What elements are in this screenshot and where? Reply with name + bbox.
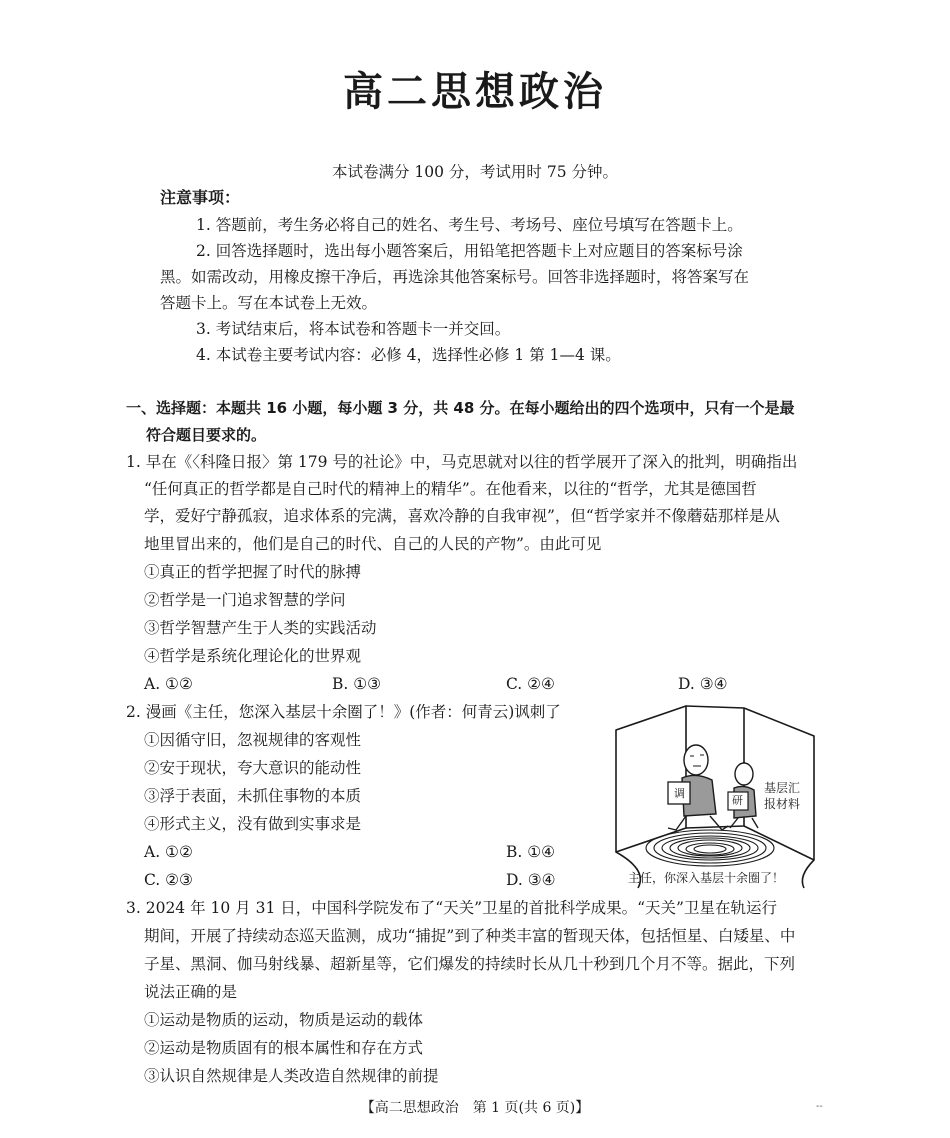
q1-option-a: A. ①② (144, 675, 193, 693)
q2-option-b: B. ①④ (506, 843, 556, 861)
notice-line: 答题卡上。写在本试卷上无效。 (160, 294, 378, 312)
q3-item: ③认识自然规律是人类改造自然规律的前提 (144, 1067, 439, 1085)
page-title: 高二思想政治 (343, 69, 607, 115)
q2-option-a: A. ①② (144, 843, 193, 861)
exam-intro: 本试卷满分 100 分，考试用时 75 分钟。 (331, 163, 619, 181)
q3-stem-line: 子星、黑洞、伽马射线暴、超新星等，它们爆发的持续时长从几十秒到几个月不等。据此，下列 (144, 955, 796, 973)
q2-option-c: C. ②③ (144, 871, 193, 889)
section-heading: 一、选择题：本题共 16 小题，每小题 3 分，共 48 分。在每小题给出的四个选项中，只有一个是最 (126, 399, 795, 417)
q3-stem-line: 说法正确的是 (144, 983, 238, 1001)
notice-line: 3. 考试结束后，将本试卷和答题卡一并交回。 (196, 320, 511, 338)
q1-option-c: C. ②④ (506, 675, 555, 693)
q1-option-d: D. ③④ (678, 675, 728, 693)
q2-item: ④形式主义，没有做到实事求是 (144, 815, 362, 833)
cartoon-board-line: 基层汇 (764, 781, 801, 795)
notice-line: 4. 本试卷主要考试内容：必修 4，选择性必修 1 第 1—4 课。 (196, 346, 621, 364)
q1-item: ①真正的哲学把握了时代的脉搏 (144, 563, 362, 581)
q1-stem-line: “任何真正的哲学都是自己时代的精神上的精华”。在他看来，以往的“哲学，尤其是德国哲 (144, 480, 757, 498)
cartoon-board-line: 报材料 (764, 797, 801, 811)
q2-item: ②安于现状，夸大意识的能动性 (144, 759, 362, 777)
notice-line: 2. 回答选择题时，选出每小题答案后，用铅笔把答题卡上对应题目的答案标号涂 (196, 242, 743, 260)
q2-item: ③浮于表面，未抓住事物的本质 (144, 787, 362, 805)
q2-stem: 2. 漫画《主任，您深入基层十余圈了！》(作者：何青云)讽刺了 (126, 703, 561, 721)
q3-stem-line: 3. 2024 年 10 月 31 日，中国科学院发布了“天关”卫星的首批科学成果。“天关”卫星在轨运行 (126, 899, 777, 917)
q1-item: ②哲学是一门追求智慧的学问 (144, 591, 346, 609)
q1-stem-line: 学，爱好宁静孤寂，追求体系的完满，喜欢冷静的自我审视”，但“哲学家并不像蘑菇那样是从 (144, 507, 780, 525)
section-heading-cont: 符合题目要求的。 (146, 426, 267, 444)
cartoon-sign-right: 研 (732, 794, 743, 807)
q2-item: ①因循守旧，忽视规律的客观性 (144, 731, 362, 749)
page-footer: 【高二思想政治 第 1 页(共 6 页)】 (360, 1100, 590, 1116)
cartoon-illustration (598, 700, 828, 890)
q1-stem-line: 地里冒出来的，他们是自己的时代、自己的人民的产物”。由此可见 (144, 535, 602, 553)
footer-mark: -- (816, 1101, 823, 1112)
q3-item: ②运动是物质固有的根本属性和存在方式 (144, 1039, 424, 1057)
cartoon-sign-left: 调 (674, 787, 685, 800)
notice-line: 1. 答题前，考生务必将自己的姓名、考生号、考场号、座位号填写在答题卡上。 (196, 216, 743, 234)
q3-stem-line: 期间，开展了持续动态巡天监测，成功“捕捉”到了种类丰富的暂现天体，包括恒星、白矮星、中 (144, 927, 796, 945)
notice-line: 黑。如需改动，用橡皮擦干净后，再选涂其他答案标号。回答非选择题时，将答案写在 (160, 268, 750, 286)
cartoon-caption: 主任，你深入基层十余圈了！ (628, 871, 785, 885)
q1-stem-line: 1. 早在《〈科隆日报〉第 179 号的社论》中，马克思就对以往的哲学展开了深入的批判，明确指出 (126, 453, 798, 471)
q1-option-b: B. ①③ (332, 675, 382, 693)
q1-item: ④哲学是系统化理论化的世界观 (144, 647, 362, 665)
q1-item: ③哲学智慧产生于人类的实践活动 (144, 619, 377, 637)
notice-heading: 注意事项： (160, 188, 241, 207)
q3-item: ①运动是物质的运动，物质是运动的载体 (144, 1011, 424, 1029)
q2-option-d: D. ③④ (506, 871, 556, 889)
